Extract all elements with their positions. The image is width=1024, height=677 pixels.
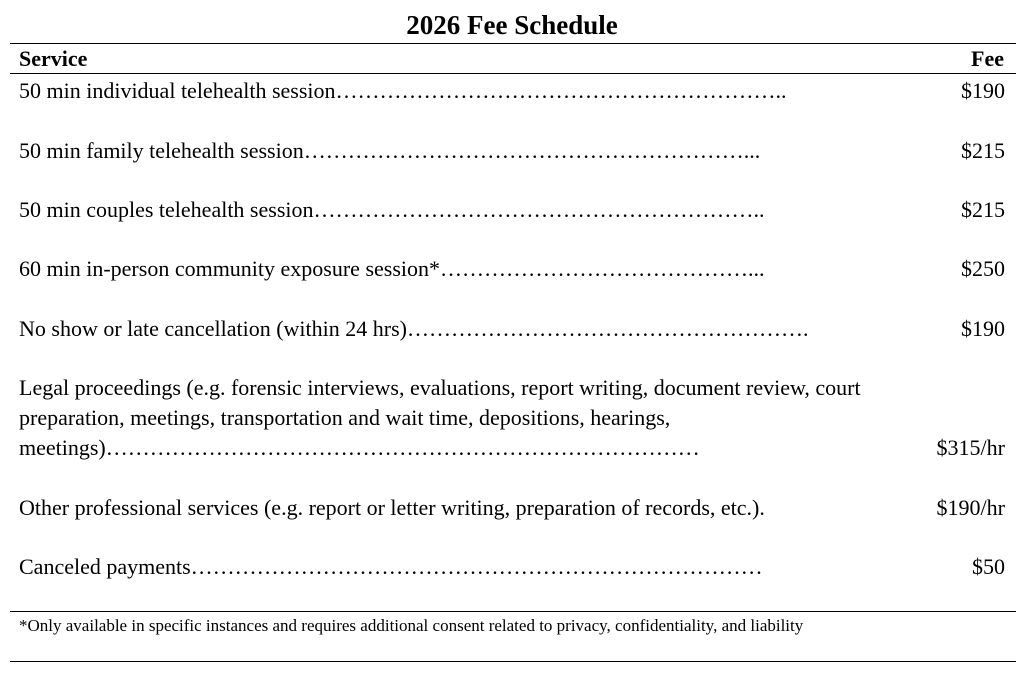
- fee-amount: $50: [972, 554, 1005, 579]
- fee-amount: $190: [961, 78, 1005, 103]
- fee-amount: $190: [961, 316, 1005, 341]
- service-name: Canceled payments: [19, 554, 191, 579]
- dot-leader: ……………………………………………………..: [335, 78, 787, 103]
- service-name: 60 min in-person community exposure session*: [19, 256, 441, 281]
- fee-amount: $250: [961, 256, 1005, 281]
- fee-amount: $315/hr: [936, 435, 1005, 460]
- bottom-rule: [10, 661, 1016, 662]
- dot-leader: ……………………………………...: [440, 256, 765, 281]
- dot-leader: ………………………………………………………………………: [105, 435, 700, 460]
- fee-row: [19, 493, 1005, 523]
- fee-row: [19, 195, 1005, 225]
- dot-leader: ……………………………………………………………………: [190, 554, 763, 579]
- fee-row: [19, 254, 1005, 284]
- fee-row: [19, 136, 1005, 166]
- service-column-header: Service: [19, 46, 88, 71]
- dot-leader: ……………………………………………………...: [303, 138, 761, 163]
- fee-amount: $190/hr: [936, 495, 1005, 520]
- service-name: No show or late cancellation (within 24 hrs): [19, 316, 407, 341]
- top-rule: [10, 43, 1016, 44]
- service-name: 50 min family telehealth session: [19, 138, 304, 163]
- service-name: Other professional services (e.g. report or letter writing, preparation of records, etc.).: [19, 495, 765, 520]
- dot-leader: ……………………………………………………..: [313, 197, 765, 222]
- header-rule: [10, 73, 1016, 74]
- service-name: Legal proceedings (e.g. forensic interviews, evaluations, report writing, document review, court preparation, meetings, transportation and wait time, depositions, hearings, meetings): [19, 375, 861, 460]
- fee-row: [19, 314, 1005, 344]
- service-name: 50 min couples telehealth session: [19, 197, 314, 222]
- dot-leader: ……………………………………………….: [406, 316, 809, 341]
- fee-row: [19, 76, 1005, 106]
- footnote-rule: [10, 611, 1016, 612]
- fee-column-header: Fee: [971, 46, 1004, 71]
- page-title: 2026 Fee Schedule: [406, 10, 618, 40]
- fee-amount: $215: [961, 138, 1005, 163]
- footnote: *Only available in specific instances and requires additional consent related to privacy, confidentiality, and liability: [19, 616, 804, 635]
- service-name: 50 min individual telehealth session: [19, 78, 336, 103]
- fee-row: [19, 373, 1005, 463]
- fee-amount: $215: [961, 197, 1005, 222]
- fee-row: [19, 552, 1005, 582]
